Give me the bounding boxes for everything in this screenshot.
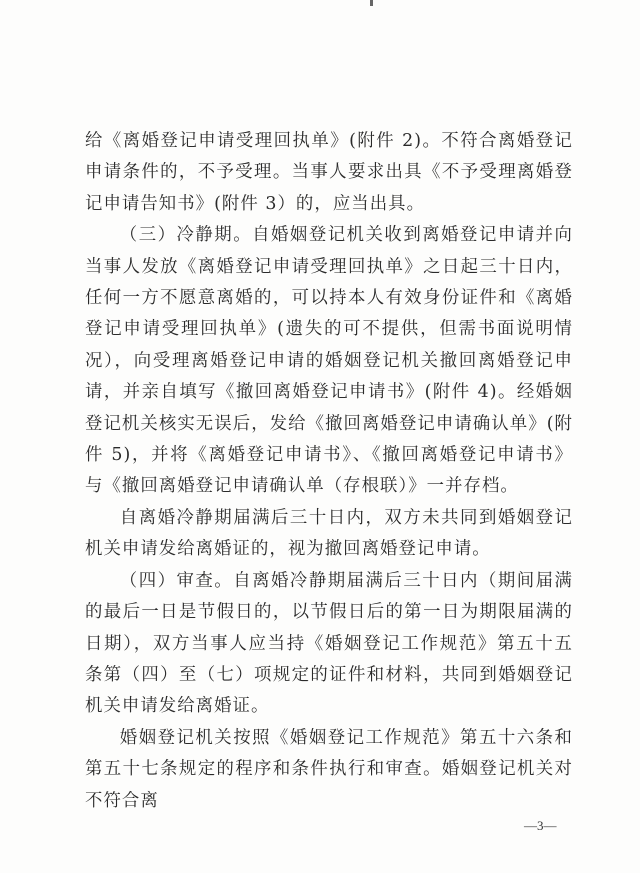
paragraph-review: （四）审查。自离婚冷静期届满后三十日内（期间届满的最后一日是节假日的，以节假日后的第一日为期限届满的日期），双方当事人应当持《婚姻登记工作规范》第五十五条第（四）至（七）项规定的证件和材料，共同到婚姻登记机关申请发给离婚证。 — [85, 570, 573, 717]
scan-mark — [370, 0, 373, 6]
paragraph-acceptance-receipt: 给《离婚登记申请受理回执单》(附件 2)。不符合离婚登记申请条件的，不予受理。当事人要求出具《不予受理离婚登记申请告知书》(附件 3）的，应当出具。 — [85, 131, 573, 214]
paragraph-cooling-off-period: （三）冷静期。自婚姻登记机关收到离婚登记申请并向当事人发放《离婚登记申请受理回执单》之日起三十日内，任何一方不愿意离婚的，可以持本人有效身份证件和《离婚登记申请受理回执单》(遗失的可不提供，但需书面说明情况），向受理离婚登记申请的婚姻登记机关撤回离婚登记申请，并亲自填写《撤回离婚登记申请书》(附件 4)。经婚姻登记机关核实无误后，发给《撤回离婚登记申请确认单》(附件 5)，并将《离婚登记申请书》、《撤回离婚登记申请书》与《撤回离婚登记申请确认单（存根联）》一并存档。 — [85, 225, 573, 497]
paragraph-review-procedure: 婚姻登记机关按照《婚姻登记工作规范》第五十六条和第五十七条规定的程序和条件执行和审查。婚姻登记机关对不符合离 — [85, 727, 573, 811]
document-body — [85, 126, 573, 817]
page-number: —3— — [524, 818, 557, 833]
paragraph-deemed-withdrawal: 自离婚冷静期届满后三十日内，双方未共同到婚姻登记机关申请发给离婚证的，视为撤回离婚登记申请。 — [85, 507, 573, 560]
